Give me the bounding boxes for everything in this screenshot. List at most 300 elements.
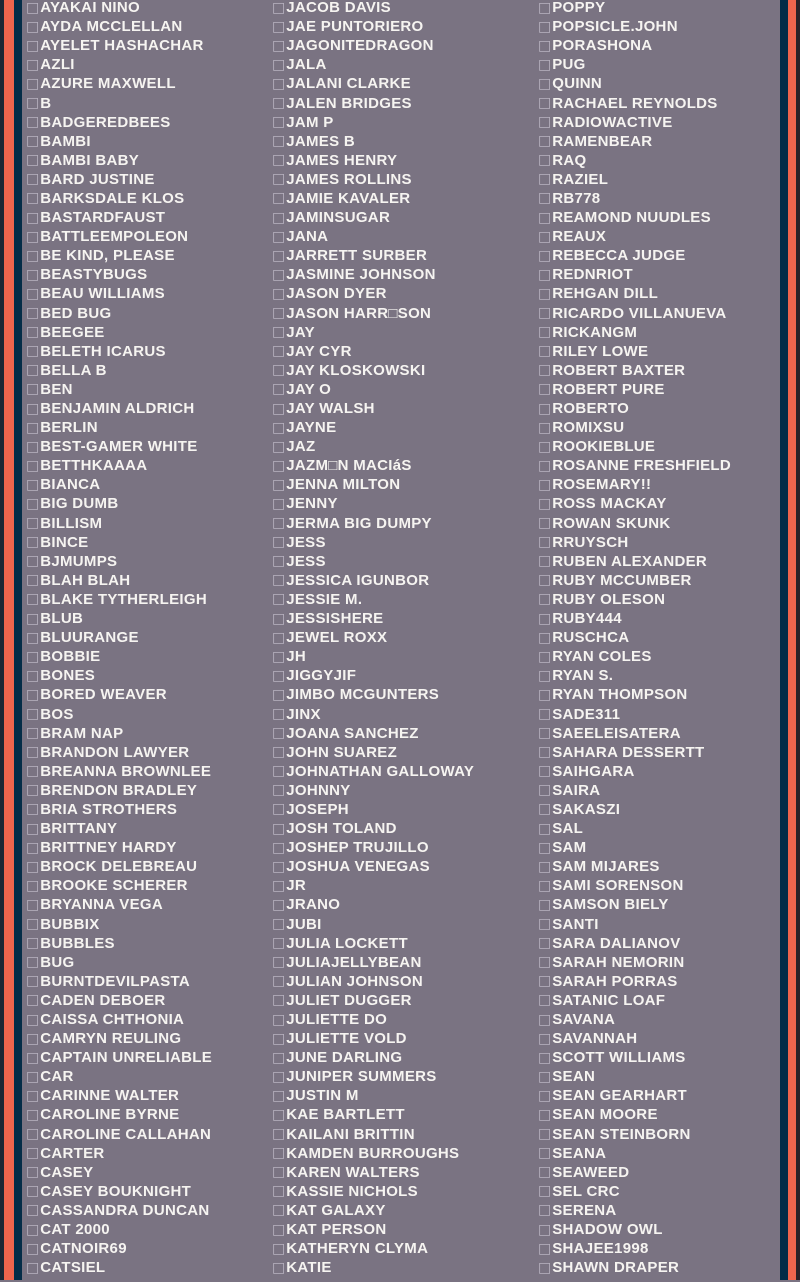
member-name: B: [40, 94, 52, 112]
box-glyph-icon: □: [26, 553, 40, 570]
member-name: BRENDON BRADLEY: [40, 781, 198, 799]
member-name: CADEN DEBOER: [40, 991, 166, 1009]
member-name: JESSISHERE: [286, 610, 384, 628]
list-item: [26, 36, 266, 55]
list-item: [538, 1105, 778, 1124]
member-name: BUG: [40, 953, 75, 971]
member-name: JULIAN JOHNSON: [286, 972, 423, 990]
list-item: [26, 17, 266, 36]
list-item: [538, 1029, 778, 1048]
list-item: [538, 1239, 778, 1258]
member-name: SCOTT WILLIAMS: [552, 1049, 686, 1067]
list-item: [26, 685, 266, 704]
member-name: BLUB: [40, 610, 84, 628]
box-glyph-icon: □: [26, 95, 40, 112]
member-name: JAGONITEDRAGON: [286, 37, 434, 55]
box-glyph-icon: □: [26, 744, 40, 761]
member-name: POPSICLE.JOHN: [552, 18, 678, 36]
member-name: SHADOW OWL: [552, 1221, 663, 1239]
box-glyph-icon: □: [26, 725, 40, 742]
member-name: SAIRA: [552, 781, 601, 799]
box-glyph-icon: □: [538, 133, 552, 150]
box-glyph-icon: □: [26, 1183, 40, 1200]
list-item: [26, 1125, 266, 1144]
list-item: [538, 1048, 778, 1067]
member-name: BEAU WILLIAMS: [40, 285, 165, 303]
member-name: BEST-GAMER WHITE: [40, 438, 198, 456]
box-glyph-icon: □: [538, 839, 552, 856]
box-glyph-icon: □: [26, 973, 40, 990]
box-glyph-icon: □: [272, 476, 286, 493]
list-item: [538, 380, 778, 399]
list-item: [26, 1086, 266, 1105]
member-name: BLAH BLAH: [40, 571, 131, 589]
box-glyph-icon: □: [538, 1164, 552, 1181]
box-glyph-icon: □: [272, 1049, 286, 1066]
list-item: [26, 934, 266, 953]
list-item: [272, 284, 532, 303]
member-name: CAPTAIN UNRELIABLE: [40, 1049, 213, 1067]
box-glyph-icon: □: [26, 1221, 40, 1238]
box-glyph-icon: □: [538, 1202, 552, 1219]
list-item: [538, 1201, 778, 1220]
box-glyph-icon: □: [538, 381, 552, 398]
box-glyph-icon: □: [272, 954, 286, 971]
member-name: RUBY444: [552, 610, 622, 628]
box-glyph-icon: □: [272, 916, 286, 933]
member-name: JULIETTE DO: [286, 1011, 388, 1029]
member-name: SAMI SORENSON: [552, 877, 684, 895]
list-item: [272, 113, 532, 132]
box-glyph-icon: □: [26, 935, 40, 952]
box-glyph-icon: □: [538, 725, 552, 742]
member-name: BLUURANGE: [40, 629, 139, 647]
list-item: [26, 762, 266, 781]
member-name: BIG DUMB: [40, 495, 119, 513]
member-name: SHAWN DRAPER: [552, 1259, 680, 1277]
list-item: [26, 361, 266, 380]
list-item: [272, 552, 532, 571]
member-name: BETTHKAAAA: [40, 457, 148, 475]
list-item: [272, 1144, 532, 1163]
box-glyph-icon: □: [538, 1068, 552, 1085]
list-item: [26, 838, 266, 857]
member-name: JASON DYER: [286, 285, 387, 303]
member-name: BOBBIE: [40, 648, 101, 666]
box-glyph-icon: □: [538, 228, 552, 245]
member-name: JINX: [286, 705, 321, 723]
box-glyph-icon: □: [272, 209, 286, 226]
list-item: [272, 74, 532, 93]
list-item: [538, 437, 778, 456]
member-name: SAM: [552, 839, 587, 857]
list-item: [26, 1048, 266, 1067]
list-item: [272, 838, 532, 857]
box-glyph-icon: □: [272, 1030, 286, 1047]
list-item: [272, 323, 532, 342]
list-item: [538, 113, 778, 132]
box-glyph-icon: □: [538, 400, 552, 417]
list-item: [538, 571, 778, 590]
list-item: [272, 170, 532, 189]
box-glyph-icon: □: [272, 1087, 286, 1104]
list-item: [26, 1029, 266, 1048]
box-glyph-icon: □: [26, 1202, 40, 1219]
list-item: [538, 36, 778, 55]
member-name: JARRETT SURBER: [286, 247, 428, 265]
box-glyph-icon: □: [26, 629, 40, 646]
member-name: JIGGYJIF: [286, 667, 357, 685]
member-name: RRUYSCH: [552, 533, 629, 551]
box-glyph-icon: □: [26, 190, 40, 207]
list-item: [272, 132, 532, 151]
list-item: [272, 304, 532, 323]
member-name: JULIA LOCKETT: [286, 934, 408, 952]
box-glyph-icon: □: [26, 171, 40, 188]
list-item: [272, 1010, 532, 1029]
member-name: RB778: [552, 189, 601, 207]
member-name: AYELET HASHACHAR: [40, 37, 204, 55]
box-glyph-icon: □: [538, 1049, 552, 1066]
list-item: [538, 151, 778, 170]
box-glyph-icon: □: [538, 343, 552, 360]
list-item: [538, 666, 778, 685]
member-name: CAISSA CHTHONIA: [40, 1011, 185, 1029]
list-item: [538, 265, 778, 284]
list-item: [538, 552, 778, 571]
list-item: [538, 1067, 778, 1086]
list-item: [26, 475, 266, 494]
member-name: BROOKE SCHERER: [40, 877, 188, 895]
box-glyph-icon: □: [26, 591, 40, 608]
list-item: [272, 743, 532, 762]
box-glyph-icon: □: [26, 954, 40, 971]
box-glyph-icon: □: [26, 495, 40, 512]
list-item: [272, 895, 532, 914]
box-glyph-icon: □: [538, 820, 552, 837]
box-glyph-icon: □: [272, 37, 286, 54]
box-glyph-icon: □: [538, 916, 552, 933]
list-item: [538, 647, 778, 666]
member-name: JAY CYR: [286, 342, 352, 360]
box-glyph-icon: □: [272, 820, 286, 837]
member-name: SEAN STEINBORN: [552, 1125, 691, 1143]
list-item: [272, 208, 532, 227]
list-item: [26, 342, 266, 361]
list-item: [538, 1125, 778, 1144]
box-glyph-icon: □: [538, 266, 552, 283]
member-name: RUBY MCCUMBER: [552, 571, 692, 589]
box-glyph-icon: □: [538, 610, 552, 627]
member-name: BILLISM: [40, 514, 103, 532]
list-item: [26, 74, 266, 93]
list-item: [538, 456, 778, 475]
list-item: [538, 1258, 778, 1277]
member-name: SARA DALIANOV: [552, 934, 681, 952]
list-item: [26, 1220, 266, 1239]
list-item: [272, 342, 532, 361]
box-glyph-icon: □: [272, 1126, 286, 1143]
member-name: JAMES HENRY: [286, 151, 398, 169]
member-name: BARD JUSTINE: [40, 170, 155, 188]
member-name: ROMIXSU: [552, 419, 625, 437]
box-glyph-icon: □: [538, 152, 552, 169]
member-name: RACHAEL REYNOLDS: [552, 94, 718, 112]
member-name: BORED WEAVER: [40, 686, 167, 704]
list-item: [272, 1086, 532, 1105]
box-glyph-icon: □: [272, 858, 286, 875]
list-item: [538, 590, 778, 609]
box-glyph-icon: □: [272, 171, 286, 188]
list-item: [272, 915, 532, 934]
box-glyph-icon: □: [26, 572, 40, 589]
member-name: JESSICA IGUNBOR: [286, 571, 430, 589]
member-name: JOANA SANCHEZ: [286, 724, 419, 742]
box-glyph-icon: □: [538, 1126, 552, 1143]
box-glyph-icon: □: [272, 935, 286, 952]
box-glyph-icon: □: [538, 896, 552, 913]
member-name: JEWEL ROXX: [286, 629, 388, 647]
box-glyph-icon: □: [26, 534, 40, 551]
list-item: [26, 857, 266, 876]
member-name: JAMES B: [286, 132, 356, 150]
box-glyph-icon: □: [272, 839, 286, 856]
list-item: [272, 1182, 532, 1201]
list-item: [272, 781, 532, 800]
member-name: REHGAN DILL: [552, 285, 659, 303]
list-item: [26, 514, 266, 533]
member-name: CAROLINE CALLAHAN: [40, 1125, 212, 1143]
box-glyph-icon: □: [272, 18, 286, 35]
member-name: RYAN S.: [552, 667, 614, 685]
list-item: [538, 74, 778, 93]
box-glyph-icon: □: [272, 75, 286, 92]
member-name: BRANDON LAWYER: [40, 743, 190, 761]
member-name: ROWAN SKUNK: [552, 514, 671, 532]
member-name: BUBBIX: [40, 915, 100, 933]
member-name: JAZ: [286, 438, 316, 456]
box-glyph-icon: □: [26, 916, 40, 933]
member-name: AZLI: [40, 56, 75, 74]
box-glyph-icon: □: [538, 285, 552, 302]
box-glyph-icon: □: [26, 266, 40, 283]
list-item: [538, 972, 778, 991]
list-item: [538, 208, 778, 227]
member-name: SEAN MOORE: [552, 1106, 658, 1124]
member-name: ROSS MACKAY: [552, 495, 667, 513]
member-name: BRIA STROTHERS: [40, 800, 178, 818]
list-item: [26, 1010, 266, 1029]
list-item: [538, 895, 778, 914]
list-item: [26, 132, 266, 151]
list-item: [26, 1239, 266, 1258]
box-glyph-icon: □: [538, 37, 552, 54]
box-glyph-icon: □: [272, 1011, 286, 1028]
box-glyph-icon: □: [26, 438, 40, 455]
member-name: JOSHEP TRUJILLO: [286, 839, 429, 857]
box-glyph-icon: □: [538, 686, 552, 703]
list-item: [26, 265, 266, 284]
box-glyph-icon: □: [272, 763, 286, 780]
member-name: SAEELEISATERA: [552, 724, 681, 742]
box-glyph-icon: □: [538, 877, 552, 894]
box-glyph-icon: □: [272, 629, 286, 646]
box-glyph-icon: □: [26, 858, 40, 875]
box-glyph-icon: □: [538, 1221, 552, 1238]
list-item: [272, 857, 532, 876]
list-item: [538, 857, 778, 876]
list-item: [272, 991, 532, 1010]
list-item: [538, 533, 778, 552]
member-name: CATSIEL: [40, 1259, 106, 1277]
member-name: SATANIC LOAF: [552, 991, 666, 1009]
box-glyph-icon: □: [538, 247, 552, 264]
box-glyph-icon: □: [26, 820, 40, 837]
box-glyph-icon: □: [26, 839, 40, 856]
box-glyph-icon: □: [272, 95, 286, 112]
member-name: JOSH TOLAND: [286, 820, 397, 838]
box-glyph-icon: □: [272, 610, 286, 627]
member-name: JULIETTE VOLD: [286, 1030, 407, 1048]
box-glyph-icon: □: [538, 495, 552, 512]
box-glyph-icon: □: [538, 935, 552, 952]
box-glyph-icon: □: [538, 801, 552, 818]
box-glyph-icon: □: [272, 648, 286, 665]
list-item: [538, 724, 778, 743]
box-glyph-icon: □: [272, 1202, 286, 1219]
list-item: [538, 628, 778, 647]
member-name: SAMSON BIELY: [552, 896, 669, 914]
member-name: ROSANNE FRESHFIELD: [552, 457, 731, 475]
member-name: JAY WALSH: [286, 400, 375, 418]
member-name: JR: [286, 877, 307, 895]
box-glyph-icon: □: [26, 56, 40, 73]
member-name: BED BUG: [40, 304, 112, 322]
box-glyph-icon: □: [272, 381, 286, 398]
member-name: JAY O: [286, 380, 332, 398]
member-name: BADGEREDBEES: [40, 113, 171, 131]
box-glyph-icon: □: [538, 1106, 552, 1123]
box-glyph-icon: □: [538, 782, 552, 799]
member-name: KATHERYN CLYMA: [286, 1240, 429, 1258]
list-item: [26, 246, 266, 265]
member-name: BEN: [40, 380, 73, 398]
list-item: [538, 953, 778, 972]
list-item: [26, 1258, 266, 1277]
member-name: SEAN: [552, 1068, 596, 1086]
list-item: [272, 666, 532, 685]
member-name: BLAKE TYTHERLEIGH: [40, 590, 208, 608]
member-name: JAYNE: [286, 419, 337, 437]
box-glyph-icon: □: [272, 419, 286, 436]
box-glyph-icon: □: [26, 114, 40, 131]
member-name: SEL CRC: [552, 1182, 620, 1200]
box-glyph-icon: □: [538, 744, 552, 761]
member-name: ROOKIEBLUE: [552, 438, 656, 456]
list-item: [538, 838, 778, 857]
list-item: [26, 189, 266, 208]
box-glyph-icon: □: [26, 324, 40, 341]
box-glyph-icon: □: [272, 152, 286, 169]
member-name: KAE BARTLETT: [286, 1106, 405, 1124]
box-glyph-icon: □: [26, 305, 40, 322]
list-item: [272, 953, 532, 972]
list-item: [538, 991, 778, 1010]
box-glyph-icon: □: [26, 400, 40, 417]
member-name: KAILANI BRITTIN: [286, 1125, 415, 1143]
box-glyph-icon: □: [538, 1145, 552, 1162]
list-item: [272, 934, 532, 953]
member-name: RYAN COLES: [552, 648, 652, 666]
list-item: [26, 1144, 266, 1163]
box-glyph-icon: □: [538, 1240, 552, 1257]
member-name: RUBY OLESON: [552, 590, 666, 608]
list-item: [26, 724, 266, 743]
member-name: BEASTYBUGS: [40, 266, 148, 284]
list-item: [538, 361, 778, 380]
list-item: [538, 685, 778, 704]
member-name: BRITTANY: [40, 820, 118, 838]
list-item: [272, 972, 532, 991]
box-glyph-icon: □: [538, 1183, 552, 1200]
member-name: KAT GALAXY: [286, 1201, 386, 1219]
list-item: [538, 704, 778, 723]
box-glyph-icon: □: [538, 858, 552, 875]
member-name: JAZM□N MACIáS: [286, 457, 412, 475]
list-item: [272, 17, 532, 36]
box-glyph-icon: □: [538, 973, 552, 990]
list-item: [272, 456, 532, 475]
box-glyph-icon: □: [538, 763, 552, 780]
list-item: [538, 1163, 778, 1182]
box-glyph-icon: □: [272, 457, 286, 474]
member-name: SEANA: [552, 1144, 607, 1162]
list-item: [272, 380, 532, 399]
member-name: JUSTIN M: [286, 1087, 359, 1105]
list-item: [538, 1010, 778, 1029]
name-column-2: [272, 0, 532, 1282]
box-glyph-icon: □: [538, 457, 552, 474]
list-item: [26, 1182, 266, 1201]
box-glyph-icon: □: [538, 476, 552, 493]
list-item: [538, 762, 778, 781]
list-item: [538, 189, 778, 208]
member-name: BREANNA BROWNLEE: [40, 762, 212, 780]
list-item: [26, 609, 266, 628]
member-name: JOHNATHAN GALLOWAY: [286, 762, 475, 780]
member-name: BAMBI: [40, 132, 91, 150]
box-glyph-icon: □: [272, 801, 286, 818]
member-name: CAR: [40, 1068, 74, 1086]
member-name: SAKASZI: [552, 800, 621, 818]
member-name: JERMA BIG DUMPY: [286, 514, 432, 532]
member-name: JAMES ROLLINS: [286, 170, 412, 188]
box-glyph-icon: □: [272, 686, 286, 703]
box-glyph-icon: □: [272, 1183, 286, 1200]
list-item: [272, 227, 532, 246]
box-glyph-icon: □: [538, 95, 552, 112]
box-glyph-icon: □: [538, 171, 552, 188]
list-item: [26, 1067, 266, 1086]
member-name: BELLA B: [40, 361, 107, 379]
member-name: BELETH ICARUS: [40, 342, 166, 360]
member-name: JOHNNY: [286, 781, 351, 799]
box-glyph-icon: □: [272, 133, 286, 150]
list-item: [272, 1105, 532, 1124]
member-name: KAREN WALTERS: [286, 1163, 420, 1181]
box-glyph-icon: □: [538, 553, 552, 570]
list-item: [272, 533, 532, 552]
